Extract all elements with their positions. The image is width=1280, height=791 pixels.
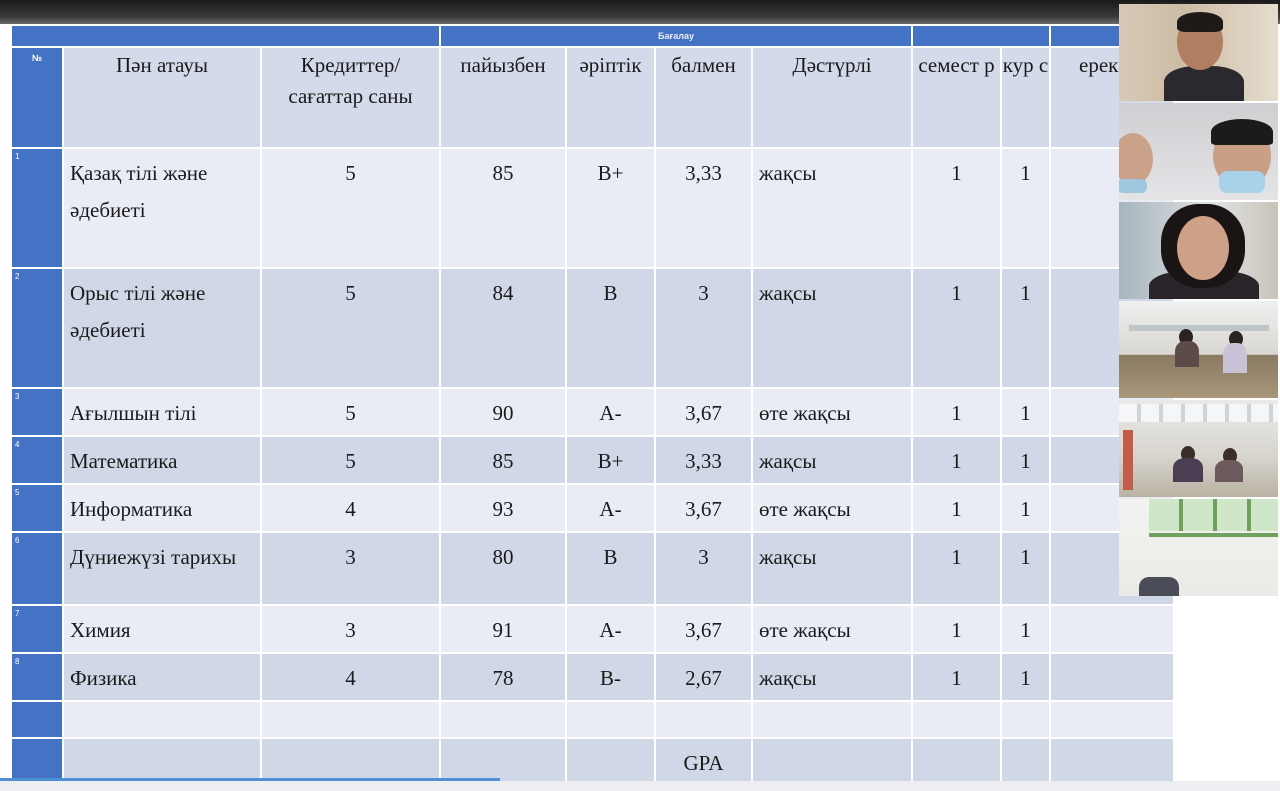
semester-cell: 1 — [913, 149, 1000, 267]
row-number: 5 — [12, 485, 62, 531]
traditional-cell: жақсы — [753, 437, 911, 483]
header-extra: ерек — [1051, 48, 1173, 147]
empty-cell — [1002, 739, 1049, 782]
header-credits: Кредиттер/ сағаттар саны — [262, 48, 439, 147]
traditional-cell: жақсы — [753, 149, 911, 267]
header-subject: Пән атауы — [64, 48, 260, 147]
row-number: 2 — [12, 269, 62, 387]
table-row — [12, 389, 1173, 435]
table-row — [12, 606, 1173, 652]
header-percent: пайызбен — [441, 48, 565, 147]
points-cell: 3,67 — [656, 389, 751, 435]
credits-cell: 5 — [262, 437, 439, 483]
points-cell: 3,67 — [656, 485, 751, 531]
traditional-cell: жақсы — [753, 269, 911, 387]
semester-cell: 1 — [913, 606, 1000, 652]
participant-video-2[interactable] — [1119, 103, 1278, 200]
subject-cell: Информатика — [64, 485, 260, 531]
grades-table — [10, 24, 1175, 784]
empty-cell — [441, 702, 565, 737]
course-cell: 1 — [1002, 533, 1049, 604]
row-number: 1 — [12, 149, 62, 267]
percent-cell: 84 — [441, 269, 565, 387]
points-cell: 2,67 — [656, 654, 751, 700]
credits-cell: 4 — [262, 654, 439, 700]
letter-cell: A- — [567, 606, 654, 652]
points-cell: 3,33 — [656, 437, 751, 483]
empty-cell — [567, 702, 654, 737]
empty-cell — [1051, 739, 1173, 782]
course-cell: 1 — [1002, 149, 1049, 267]
credits-cell: 5 — [262, 389, 439, 435]
letter-cell: A- — [567, 485, 654, 531]
course-cell: 1 — [1002, 389, 1049, 435]
traditional-cell: жақсы — [753, 654, 911, 700]
column-header-row — [12, 48, 1173, 147]
points-cell: 3,67 — [656, 606, 751, 652]
table-row — [12, 437, 1173, 483]
subject-cell: Дүниежүзі тарихы — [64, 533, 260, 604]
semester-cell: 1 — [913, 437, 1000, 483]
table-row-gpa — [12, 739, 1173, 782]
percent-cell: 78 — [441, 654, 565, 700]
percent-cell: 85 — [441, 437, 565, 483]
grading-banner: Бағалау — [441, 26, 911, 46]
row-number — [12, 739, 62, 782]
subject-cell: Орыс тілі және әдебиеті — [64, 269, 260, 387]
empty-cell — [1002, 702, 1049, 737]
participant-video-6[interactable] — [1119, 499, 1278, 596]
letter-cell: B+ — [567, 149, 654, 267]
points-cell: 3 — [656, 533, 751, 604]
row-number: 8 — [12, 654, 62, 700]
empty-cell — [753, 702, 911, 737]
header-band-mid — [913, 26, 1049, 46]
participant-video-strip — [1119, 4, 1278, 598]
header-course: кур с — [1002, 48, 1049, 147]
semester-cell: 1 — [913, 389, 1000, 435]
row-number — [12, 702, 62, 737]
course-cell: 1 — [1002, 606, 1049, 652]
semester-cell: 1 — [913, 533, 1000, 604]
percent-cell: 93 — [441, 485, 565, 531]
participant-video-3[interactable] — [1119, 202, 1278, 299]
row-number: 4 — [12, 437, 62, 483]
table-row — [12, 654, 1173, 700]
empty-cell — [567, 739, 654, 782]
percent-cell: 91 — [441, 606, 565, 652]
number-header: № — [12, 48, 62, 147]
subject-cell: Ағылшын тілі — [64, 389, 260, 435]
course-cell: 1 — [1002, 269, 1049, 387]
row-number: 7 — [12, 606, 62, 652]
subject-cell: Математика — [64, 437, 260, 483]
participant-video-1[interactable] — [1119, 4, 1278, 101]
semester-cell: 1 — [913, 269, 1000, 387]
subject-cell: Химия — [64, 606, 260, 652]
traditional-cell: өте жақсы — [753, 606, 911, 652]
semester-cell: 1 — [913, 654, 1000, 700]
empty-cell — [656, 702, 751, 737]
letter-cell: B+ — [567, 437, 654, 483]
percent-cell: 85 — [441, 149, 565, 267]
letter-cell: A- — [567, 389, 654, 435]
extra-cell — [1051, 606, 1173, 652]
traditional-cell: өте жақсы — [753, 389, 911, 435]
empty-cell — [64, 702, 260, 737]
traditional-cell: өте жақсы — [753, 485, 911, 531]
bottom-strip — [0, 781, 1280, 791]
empty-cell — [441, 739, 565, 782]
credits-cell: 3 — [262, 606, 439, 652]
row-number: 6 — [12, 533, 62, 604]
table-row-empty — [12, 702, 1173, 737]
header-semester: семест р — [913, 48, 1000, 147]
course-cell: 1 — [1002, 437, 1049, 483]
header-letter: әріптік — [567, 48, 654, 147]
empty-cell — [64, 739, 260, 782]
table-row — [12, 269, 1173, 387]
table-row — [12, 533, 1173, 604]
extra-cell — [1051, 654, 1173, 700]
window-top-bar — [0, 0, 1280, 24]
header-traditional: Дәстүрлі — [753, 48, 911, 147]
letter-cell: B — [567, 269, 654, 387]
percent-cell: 90 — [441, 389, 565, 435]
header-points: балмен — [656, 48, 751, 147]
percent-cell: 80 — [441, 533, 565, 604]
letter-cell: B — [567, 533, 654, 604]
points-cell: 3,33 — [656, 149, 751, 267]
empty-cell — [753, 739, 911, 782]
table-row — [12, 485, 1173, 531]
table-row — [12, 149, 1173, 267]
gpa-label: GPA — [656, 739, 751, 782]
empty-cell — [913, 739, 1000, 782]
points-cell: 3 — [656, 269, 751, 387]
empty-cell — [1051, 702, 1173, 737]
empty-cell — [262, 702, 439, 737]
credits-cell: 5 — [262, 149, 439, 267]
participant-video-4[interactable] — [1119, 301, 1278, 398]
letter-cell: B- — [567, 654, 654, 700]
header-band-left — [12, 26, 439, 46]
traditional-cell: жақсы — [753, 533, 911, 604]
credits-cell: 4 — [262, 485, 439, 531]
course-cell: 1 — [1002, 654, 1049, 700]
course-cell: 1 — [1002, 485, 1049, 531]
empty-cell — [913, 702, 1000, 737]
row-number: 3 — [12, 389, 62, 435]
participant-video-5[interactable] — [1119, 400, 1278, 497]
subject-cell: Физика — [64, 654, 260, 700]
credits-cell: 5 — [262, 269, 439, 387]
empty-cell — [262, 739, 439, 782]
subject-cell: Қазақ тілі және әдебиеті — [64, 149, 260, 267]
credits-cell: 3 — [262, 533, 439, 604]
semester-cell: 1 — [913, 485, 1000, 531]
